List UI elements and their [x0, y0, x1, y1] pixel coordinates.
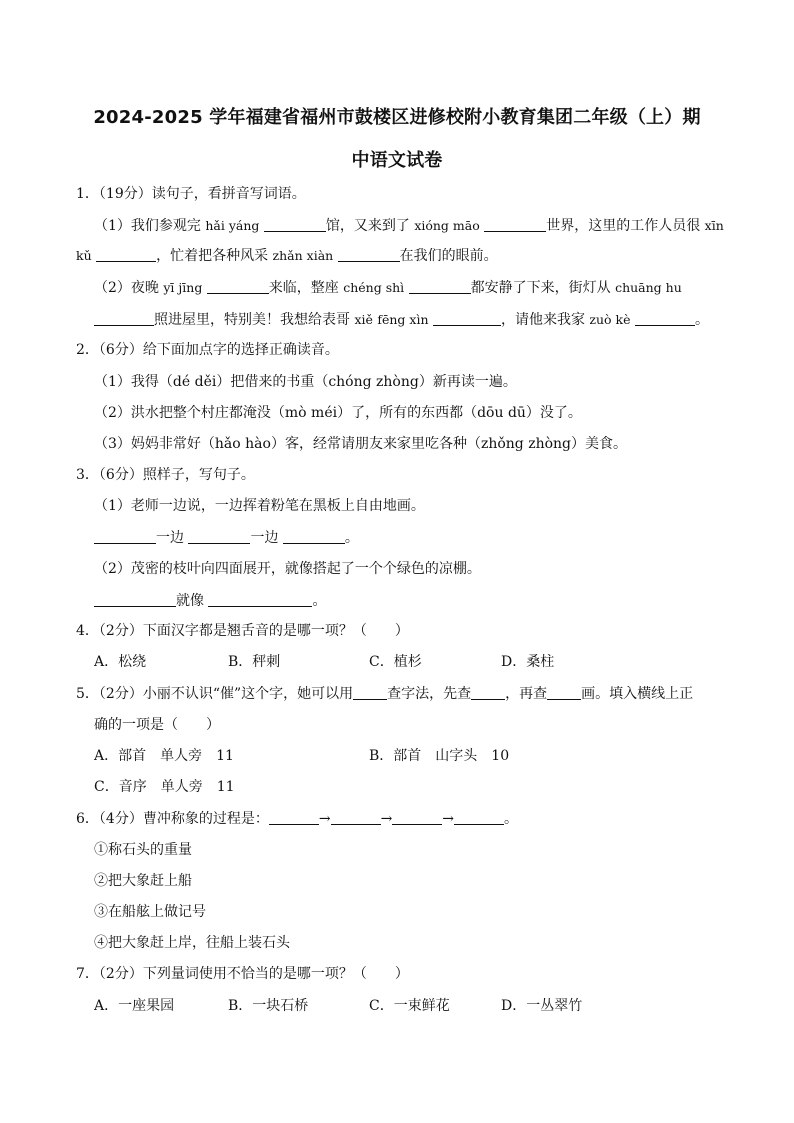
question-6-item-1: ①称石头的重量	[94, 842, 192, 858]
arrow-icon: →	[380, 811, 393, 827]
pinyin-xinku-2: kǔ	[76, 248, 92, 263]
question-1-stem: 1．（19分）读句子，看拼音写词语。	[76, 186, 306, 202]
question-4-stem: 4．（2分）下面汉字都是翘舌音的是哪一项？（ ）	[76, 623, 409, 639]
pinyin-chuanghu: chuāng hu	[615, 280, 682, 295]
question-2-item-1: （1）我得（dé děi）把借来的书重（chóng zhòng）新再读一遍。	[94, 374, 517, 390]
question-3-example-2: （2）茂密的枝叶向四面展开，就像搭起了一个个绿色的凉棚。	[94, 561, 481, 577]
question-7-option-c[interactable]: C．一束鲜花	[369, 998, 450, 1014]
answer-blank[interactable]	[96, 247, 156, 262]
question-7-option-d[interactable]: D．一丛翠竹	[501, 998, 583, 1014]
question-2-item-2: （2）洪水把整个村庄都淹没（mò méi）了，所有的东西都（dōu dū）没了。	[94, 405, 582, 421]
answer-blank[interactable]	[454, 810, 504, 825]
pinyin-zhanxian: zhǎn xiàn	[272, 248, 334, 263]
answer-blank[interactable]	[283, 529, 345, 544]
question-3-fill-2: 就像 。	[94, 591, 326, 611]
question-6-item-2: ②把大象赶上船	[94, 873, 192, 889]
question-4-option-c[interactable]: C．植杉	[369, 654, 422, 670]
answer-blank[interactable]	[635, 311, 695, 326]
question-1-sentence-1-line-1: （1）我们参观完 hǎi yáng 馆，又来到了 xióng māo 世界，这里的工作人员很 xīn	[94, 218, 724, 234]
question-5-option-c[interactable]: C．音序 单人旁 11	[94, 779, 235, 795]
answer-blank[interactable]	[353, 685, 387, 700]
question-4-option-a[interactable]: A．松绕	[94, 654, 147, 670]
question-5-option-a[interactable]: A．部首 单人旁 11	[94, 748, 234, 764]
question-5-option-b[interactable]: B．部首 山字头 10	[369, 748, 510, 764]
question-4-option-d[interactable]: D．桑柱	[501, 654, 555, 670]
answer-blank[interactable]	[471, 685, 505, 700]
question-3-example-1: （1）老师一边说，一边挥着粉笔在黑板上自由地画。	[94, 498, 425, 514]
question-7-option-a[interactable]: A．一座果园	[94, 998, 175, 1014]
arrow-icon: →	[318, 811, 331, 827]
pinyin-chengshi: chéng shì	[343, 280, 405, 295]
pinyin-fengxin: fēng xìn	[377, 312, 429, 327]
question-5-stem-cont: 确的一项是（ ）	[94, 717, 220, 733]
answer-blank[interactable]	[208, 592, 312, 607]
answer-blank[interactable]	[94, 529, 156, 544]
answer-blank[interactable]	[338, 247, 400, 262]
question-4-option-b[interactable]: B．秤刺	[228, 654, 281, 670]
question-3-fill-1: 一边 一边 。	[94, 528, 359, 548]
arrow-icon: →	[442, 811, 455, 827]
question-1-sentence-2-line-2: 照进屋里，特别美！我想给表哥 xiě fēng xìn ，请他来我家 zuò kè 。	[94, 310, 709, 330]
question-2-stem: 2．（6分）给下面加点字的选择正确读音。	[76, 342, 339, 358]
question-5-stem: 5．（2分）小丽不认识“催”这个字，她可以用 查字法，先查 ，再查 画。填入横线上正	[76, 686, 694, 702]
answer-blank[interactable]	[433, 311, 501, 326]
exam-title-line-1: 2024-2025 学年福建省福州市鼓楼区进修校附小教育集团二年级（上）期	[93, 107, 701, 128]
answer-blank[interactable]	[207, 279, 269, 294]
answer-blank[interactable]	[188, 529, 250, 544]
question-1-sentence-2-line-1: （2）夜晚 yī jīng 来临，整座 chéng shì 都安静了下来，街灯从 chuāng hu	[94, 280, 682, 296]
question-6-item-3: ③在船舷上做记号	[94, 904, 206, 920]
pinyin-xinku-1: xīn	[704, 218, 724, 233]
answer-blank[interactable]	[94, 311, 154, 326]
answer-blank[interactable]	[269, 810, 319, 825]
answer-blank[interactable]	[484, 217, 546, 232]
pinyin-yijing: yī jīng	[163, 280, 203, 295]
question-7-option-b[interactable]: B．一块石桥	[228, 998, 309, 1014]
question-6-stem: 6．（4分）曹冲称象的过程是： → → → 。	[76, 811, 519, 827]
answer-blank[interactable]	[331, 810, 381, 825]
pinyin-zuoke: zuò kè	[589, 312, 631, 327]
question-6-item-4: ④把大象赶上岸，往船上装石头	[94, 935, 290, 951]
pinyin-haiyang: hǎi yáng	[205, 218, 260, 233]
question-3-stem: 3．（6分）照样子，写句子。	[76, 467, 255, 483]
exam-title-line-2: 中语文试卷	[351, 150, 443, 171]
question-2-item-3: （3）妈妈非常好（hǎo hào）客，经常请朋友来家里吃各种（zhǒng zhòng）美食。	[94, 436, 627, 452]
question-1-sentence-1-line-2: kǔ ，忙着把各种风采 zhǎn xiàn 在我们的眼前。	[76, 248, 498, 264]
answer-blank[interactable]	[547, 685, 581, 700]
answer-blank[interactable]	[392, 810, 442, 825]
pinyin-xiongmao: xióng māo	[414, 218, 480, 233]
answer-blank[interactable]	[409, 279, 471, 294]
pinyin-xie: xiě	[354, 312, 373, 327]
question-7-stem: 7．（2分）下列量词使用不恰当的是哪一项？（ ）	[76, 966, 409, 982]
answer-blank[interactable]	[264, 217, 326, 232]
answer-blank[interactable]	[94, 592, 176, 607]
